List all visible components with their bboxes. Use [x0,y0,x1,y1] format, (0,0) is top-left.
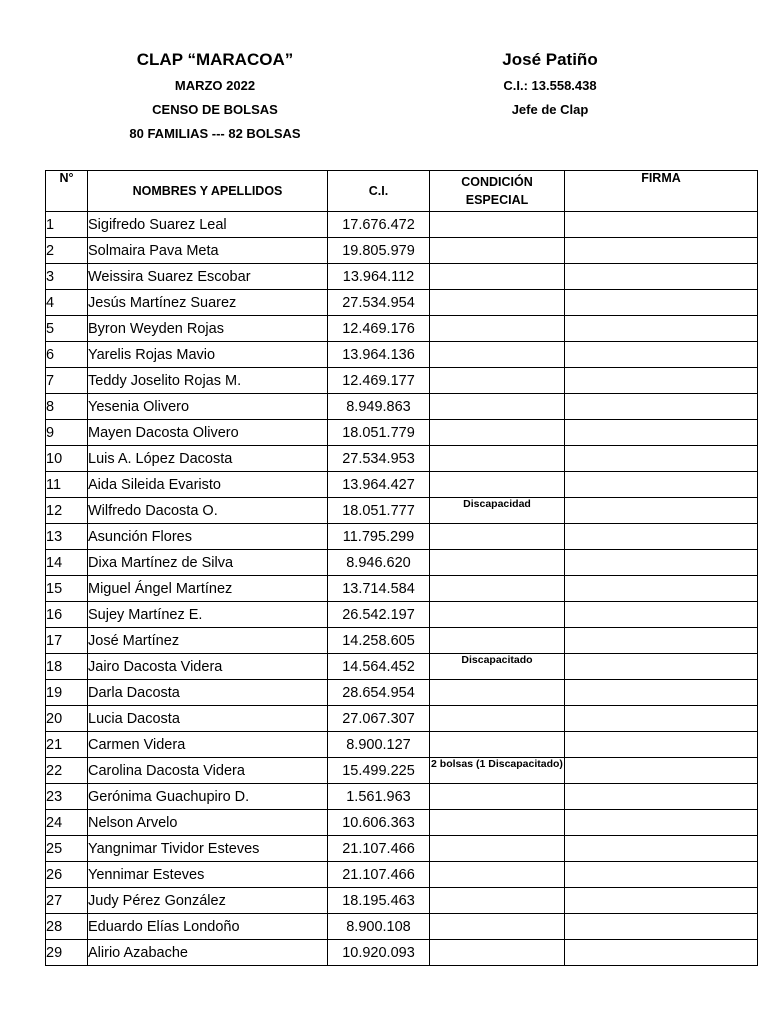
census-table [45,170,758,966]
table-header-row [46,171,758,212]
row-condition [430,446,565,472]
table-row [46,628,758,654]
row-name: Yesenia Olivero [88,394,328,420]
table-row [46,810,758,836]
row-ci: 8.949.863 [328,394,430,420]
row-number: 26 [46,862,88,888]
row-signature [565,238,758,264]
row-ci: 26.542.197 [328,602,430,628]
row-number: 15 [46,576,88,602]
table-body [46,212,758,966]
row-name: Jesús Martínez Suarez [88,290,328,316]
row-name: Solmaira Pava Meta [88,238,328,264]
header-signature: FIRMA [565,171,758,212]
row-ci: 15.499.225 [328,758,430,784]
row-signature [565,524,758,550]
row-name: Asunción Flores [88,524,328,550]
row-name: Lucia Dacosta [88,706,328,732]
table-row [46,420,758,446]
row-number: 2 [46,238,88,264]
row-signature [565,654,758,680]
row-ci: 8.946.620 [328,550,430,576]
row-ci: 13.714.584 [328,576,430,602]
table-row [46,888,758,914]
row-condition [430,784,565,810]
row-name: Yennimar Esteves [88,862,328,888]
row-number: 6 [46,342,88,368]
table-row [46,368,758,394]
table-row [46,940,758,966]
row-number: 29 [46,940,88,966]
row-signature [565,394,758,420]
row-condition [430,368,565,394]
row-ci: 21.107.466 [328,862,430,888]
row-signature [565,810,758,836]
row-condition [430,706,565,732]
row-name: Yangnimar Tividor Esteves [88,836,328,862]
row-number: 5 [46,316,88,342]
row-condition [430,394,565,420]
row-number: 1 [46,212,88,238]
table-row [46,758,758,784]
row-signature [565,368,758,394]
table-row [46,394,758,420]
table-row [46,446,758,472]
row-condition [430,238,565,264]
row-name: Judy Pérez González [88,888,328,914]
row-signature [565,836,758,862]
table-row [46,602,758,628]
row-name: Byron Weyden Rojas [88,316,328,342]
row-number: 10 [46,446,88,472]
row-number: 19 [46,680,88,706]
table-row [46,732,758,758]
row-condition [430,342,565,368]
row-ci: 27.067.307 [328,706,430,732]
row-condition: Discapacitado [430,654,565,680]
row-condition [430,836,565,862]
header-ci: C.I. [328,171,430,212]
row-name: Wilfredo Dacosta O. [88,498,328,524]
row-ci: 28.654.954 [328,680,430,706]
row-name: Weissira Suarez Escobar [88,264,328,290]
row-condition [430,810,565,836]
table-row [46,784,758,810]
row-signature [565,732,758,758]
row-number: 7 [46,368,88,394]
table-row [46,654,758,680]
row-number: 23 [46,784,88,810]
row-ci: 8.900.108 [328,914,430,940]
row-ci: 13.964.112 [328,264,430,290]
row-condition [430,862,565,888]
row-condition [430,420,565,446]
row-name: Teddy Joselito Rojas M. [88,368,328,394]
row-name: Yarelis Rojas Mavio [88,342,328,368]
row-signature [565,420,758,446]
leader-role: Jefe de Clap [511,102,589,117]
row-signature [565,628,758,654]
row-ci: 11.795.299 [328,524,430,550]
row-condition [430,550,565,576]
row-number: 9 [46,420,88,446]
row-signature [565,940,758,966]
row-condition [430,680,565,706]
row-ci: 18.195.463 [328,888,430,914]
row-ci: 1.561.963 [328,784,430,810]
row-condition [430,602,565,628]
row-ci: 18.051.779 [328,420,430,446]
row-ci: 14.564.452 [328,654,430,680]
row-signature [565,446,758,472]
table-row [46,212,758,238]
row-ci: 10.606.363 [328,810,430,836]
row-ci: 27.534.953 [328,446,430,472]
row-number: 13 [46,524,88,550]
row-number: 20 [46,706,88,732]
table-row [46,238,758,264]
row-number: 14 [46,550,88,576]
row-signature [565,706,758,732]
row-name: Luis A. López Dacosta [88,446,328,472]
row-name: Aida Sileida Evaristo [88,472,328,498]
row-ci: 10.920.093 [328,940,430,966]
row-condition [430,888,565,914]
row-ci: 13.964.427 [328,472,430,498]
row-number: 4 [46,290,88,316]
row-number: 21 [46,732,88,758]
row-signature [565,290,758,316]
row-number: 12 [46,498,88,524]
month-label: MARZO 2022 [174,78,256,93]
row-number: 18 [46,654,88,680]
row-name: Carmen Videra [88,732,328,758]
table-row [46,290,758,316]
row-condition [430,472,565,498]
table-row [46,342,758,368]
row-signature [565,550,758,576]
leader-ci: C.I.: 13.558.438 [503,78,597,93]
families-label: 80 FAMILIAS --- 82 BOLSAS [129,126,301,141]
row-number: 8 [46,394,88,420]
row-signature [565,576,758,602]
header-names: NOMBRES Y APELLIDOS [88,171,328,212]
row-condition [430,628,565,654]
row-ci: 17.676.472 [328,212,430,238]
row-number: 28 [46,914,88,940]
row-name: Dixa Martínez de Silva [88,550,328,576]
row-number: 25 [46,836,88,862]
row-number: 22 [46,758,88,784]
row-name: Carolina Dacosta Videra [88,758,328,784]
row-signature [565,888,758,914]
row-signature [565,680,758,706]
table-row [46,706,758,732]
row-signature [565,316,758,342]
row-signature [565,784,758,810]
row-name: Darla Dacosta [88,680,328,706]
row-name: José Martínez [88,628,328,654]
row-condition [430,914,565,940]
row-name: Mayen Dacosta Olivero [88,420,328,446]
row-name: Jairo Dacosta Videra [88,654,328,680]
row-signature [565,498,758,524]
row-ci: 13.964.136 [328,342,430,368]
row-ci: 14.258.605 [328,628,430,654]
header-condition: CONDICIÓN ESPECIAL [430,171,565,212]
row-signature [565,212,758,238]
row-condition [430,732,565,758]
row-name: Eduardo Elías Londoño [88,914,328,940]
table-row [46,680,758,706]
row-condition [430,290,565,316]
row-ci: 21.107.466 [328,836,430,862]
clap-title: CLAP “MARACOA” [136,50,294,69]
header-number: N° [46,171,88,212]
table-row [46,498,758,524]
row-condition [430,576,565,602]
leader-name: José Patiño [502,50,598,69]
row-name: Sigifredo Suarez Leal [88,212,328,238]
table-row [46,550,758,576]
table-row [46,862,758,888]
row-ci: 12.469.176 [328,316,430,342]
table-row [46,316,758,342]
row-condition [430,940,565,966]
row-name: Nelson Arvelo [88,810,328,836]
row-signature [565,342,758,368]
row-number: 17 [46,628,88,654]
row-signature [565,472,758,498]
table-row [46,836,758,862]
table-row [46,472,758,498]
row-name: Sujey Martínez E. [88,602,328,628]
row-condition: Discapacidad [430,498,565,524]
row-signature [565,602,758,628]
row-ci: 12.469.177 [328,368,430,394]
row-number: 11 [46,472,88,498]
row-condition [430,212,565,238]
row-number: 3 [46,264,88,290]
row-ci: 8.900.127 [328,732,430,758]
row-number: 27 [46,888,88,914]
row-number: 16 [46,602,88,628]
census-label: CENSO DE BOLSAS [152,102,278,117]
row-signature [565,862,758,888]
row-ci: 19.805.979 [328,238,430,264]
row-signature [565,758,758,784]
row-condition [430,524,565,550]
row-signature [565,914,758,940]
row-condition [430,264,565,290]
table-row [46,264,758,290]
table-row [46,524,758,550]
row-condition: 2 bolsas (1 Discapacitado) [430,758,565,784]
row-number: 24 [46,810,88,836]
row-ci: 18.051.777 [328,498,430,524]
table-row [46,914,758,940]
row-name: Alirio Azabache [88,940,328,966]
row-name: Gerónima Guachupiro D. [88,784,328,810]
row-name: Miguel Ángel Martínez [88,576,328,602]
row-condition [430,316,565,342]
table-row [46,576,758,602]
row-ci: 27.534.954 [328,290,430,316]
row-signature [565,264,758,290]
